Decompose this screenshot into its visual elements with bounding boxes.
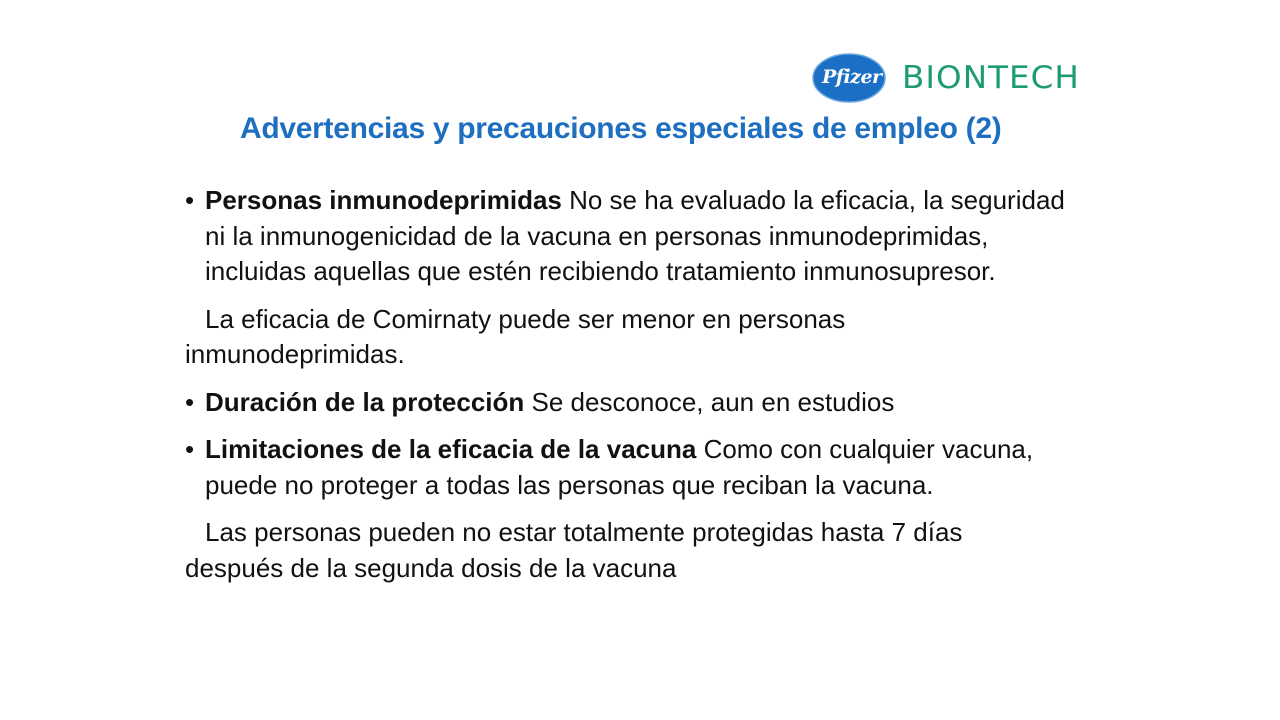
paragraph-efficacy: La eficacia de Comirnaty puede ser menor en personas inmunodeprimidas. — [185, 303, 846, 369]
bullet-heading: Limitaciones de la eficacia de la vacuna — [205, 434, 697, 464]
bullet-text: No se ha evaluado la eficacia, la seguridad ni la inmunogenicidad de la vacuna en personas inmunodeprimidas, incluidas aquellas que estén recibiendo tratamiento inmunosupresor. — [205, 185, 1065, 286]
bullet-efficacy-limitations — [185, 432, 1065, 503]
biontech-logo: BIONTECH — [902, 60, 1080, 96]
bullet-immunocompromised — [185, 183, 1065, 290]
bullet-heading: Duración de la protección — [205, 386, 525, 417]
logo-group — [812, 52, 1080, 104]
bullet-heading: Personas inmunodeprimidas — [205, 185, 562, 215]
pfizer-logo — [812, 53, 886, 103]
page-title: Advertencias y precauciones especiales de empleo (2) — [240, 112, 1002, 145]
bullet-protection-duration — [185, 385, 1065, 421]
paragraph-protection-timing: Las personas pueden no estar totalmente protegidas hasta 7 días después de la segunda dosis de la vacuna — [185, 517, 963, 583]
slide-content — [185, 183, 1065, 598]
pfizer-logo-text: Pfizer — [822, 66, 882, 88]
bullet-text: Como con cualquier vacuna, puede no proteger a todas las personas que reciban la vacuna. — [205, 434, 1034, 500]
bullet-text: Se desconoce, aun en estudios — [524, 386, 895, 417]
